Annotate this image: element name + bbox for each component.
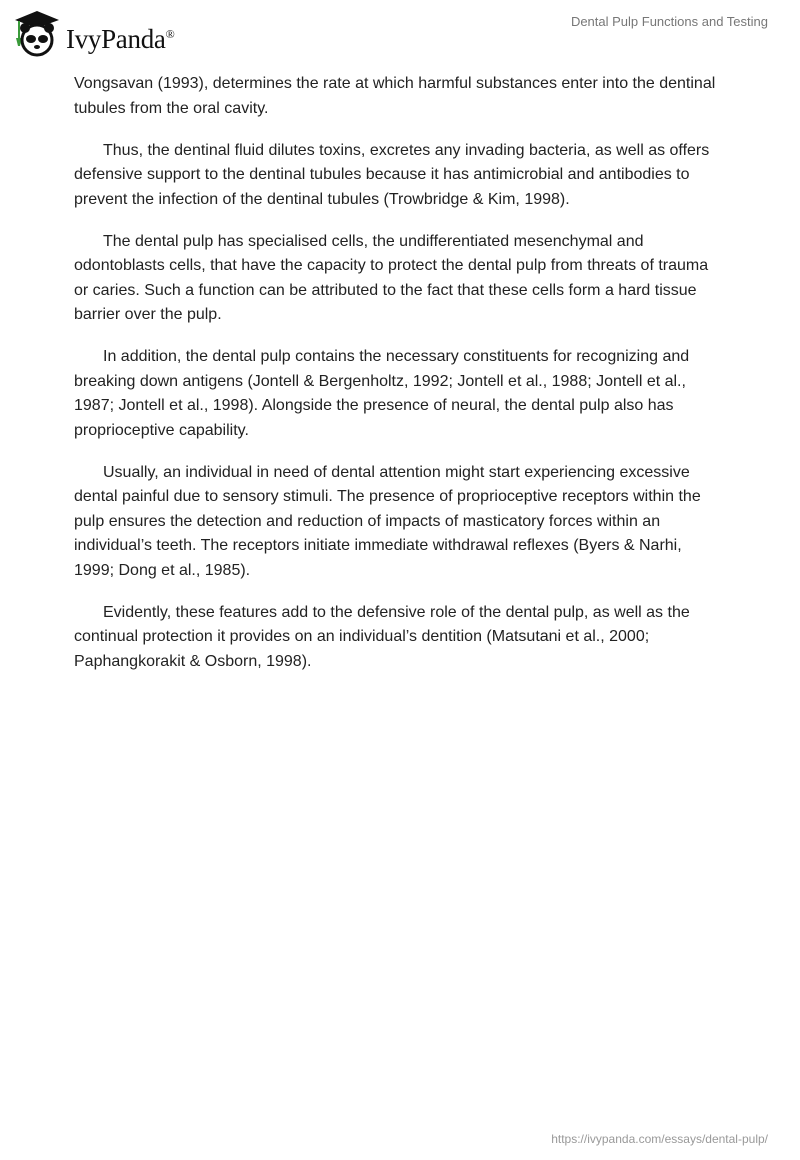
paragraph: Usually, an individual in need of dental attention might start experiencing excessive dental painful due to sensory stimuli. The presence of proprioceptive receptors within the pulp ensures the detection and reduction of impacts of masticatory forces within an individual’s teeth. The receptors initiate immediate withdrawal reflexes (Byers & Narhi, 1999; Dong et al., 1985). bbox=[74, 463, 701, 579]
essay-body bbox=[74, 72, 726, 692]
ivypanda-logo[interactable] bbox=[12, 8, 174, 58]
paragraph: Vongsavan (1993), determines the rate at which harmful substances enter into the dentinal tubules from the oral cavity. bbox=[74, 75, 716, 117]
source-url[interactable]: https://ivypanda.com/essays/dental-pulp/ bbox=[551, 1132, 768, 1146]
paragraph: The dental pulp has specialised cells, the undifferentiated mesenchymal and odontoblasts cells, that have the capacity to protect the dental pulp from threats of trauma or caries. Such a function can be attributed to the fact that these cells form a hard tissue barrier over the pulp. bbox=[74, 232, 709, 323]
logo-text: IvyPanda® bbox=[66, 23, 175, 54]
paragraph: Thus, the dentinal fluid dilutes toxins, excretes any invading bacteria, as well as offers defensive support to the dentinal tubules because it has antimicrobial and antibodies to prevent the infection of the dentinal tubules (Trowbridge & Kim, 1998). bbox=[74, 141, 710, 208]
paragraph: Evidently, these features add to the defensive role of the dental pulp, as well as the continual protection it provides on an individual’s dentition (Matsutani et al., 2000; Paphangkorakit & Osborn, 1998). bbox=[74, 603, 690, 670]
panda-graduate-icon bbox=[12, 8, 62, 58]
paragraph: In addition, the dental pulp contains the necessary constituents for recognizing and breaking down antigens (Jontell & Bergenholtz, 1992; Jontell et al., 1988; Jontell et al., 1987; Jontell et al., 1998). Alongside the presence of neural, the dental pulp also has proprioceptive capability. bbox=[74, 348, 690, 439]
document-title: Dental Pulp Functions and Testing bbox=[570, 14, 768, 29]
